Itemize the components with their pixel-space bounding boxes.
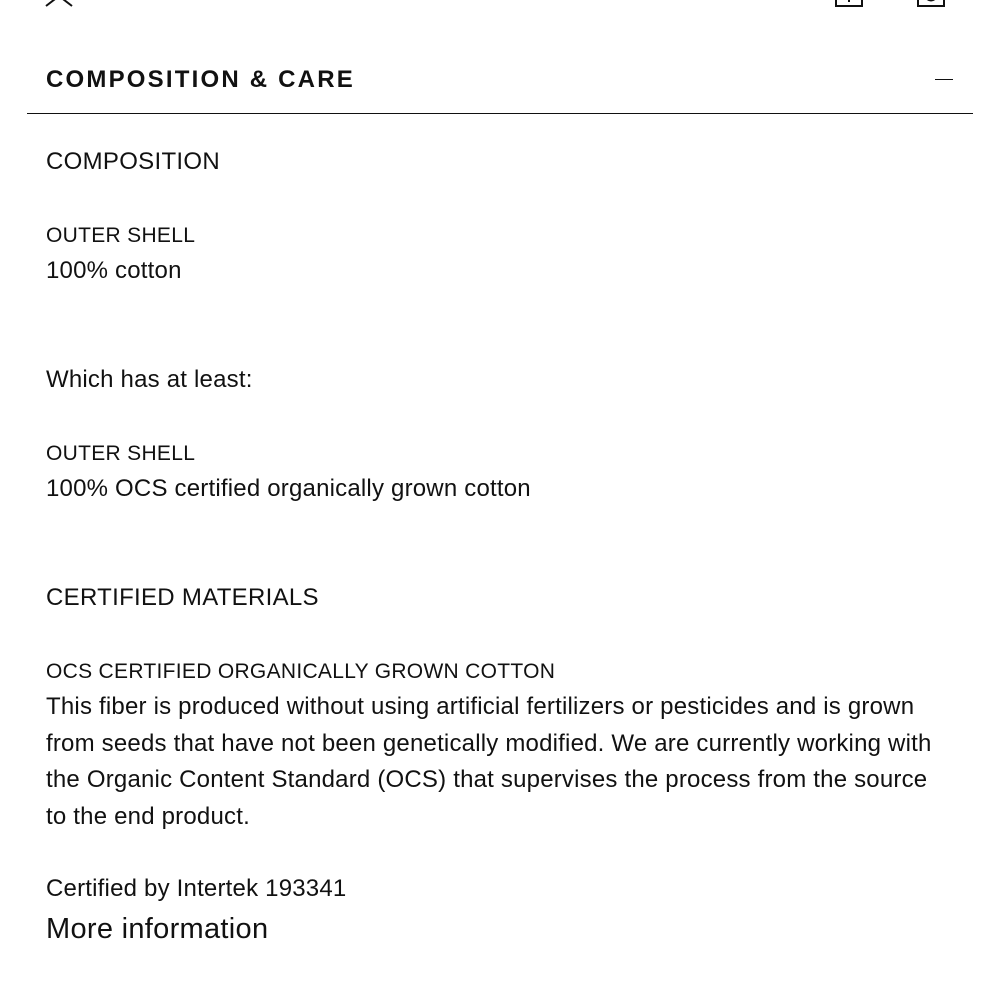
outer-shell-label: OUTER SHELL	[46, 224, 196, 247]
more-information-link[interactable]: More information	[46, 913, 269, 945]
composition-heading: COMPOSITION	[46, 148, 220, 175]
outer-shell-certified-value: 100% OCS certified organically grown cotton	[46, 475, 531, 502]
which-has-at-least-text: Which has at least:	[46, 366, 253, 393]
certified-materials-heading: CERTIFIED MATERIALS	[46, 584, 319, 611]
close-icon[interactable]	[44, 0, 74, 8]
outer-shell-label: OUTER SHELL	[46, 442, 196, 465]
bag-icon[interactable]	[834, 0, 864, 8]
outer-shell-value: 100% cotton	[46, 257, 182, 284]
ocs-material-description: This fiber is produced without using artificial fertilizers or pesticides and is grown from seeds that have not been genetically modified. We are currently working with the Organic Content Standard (OCS) that supervises the process from the source to the end product.	[46, 693, 932, 830]
certified-by-text: Certified by Intertek 193341	[46, 875, 347, 902]
minus-icon[interactable]	[935, 71, 953, 89]
bag-icon[interactable]	[916, 0, 946, 8]
section-title: COMPOSITION & CARE	[46, 65, 355, 93]
ocs-material-label: OCS CERTIFIED ORGANICALLY GROWN COTTON	[46, 660, 556, 683]
composition-care-accordion-header[interactable]	[27, 50, 973, 114]
